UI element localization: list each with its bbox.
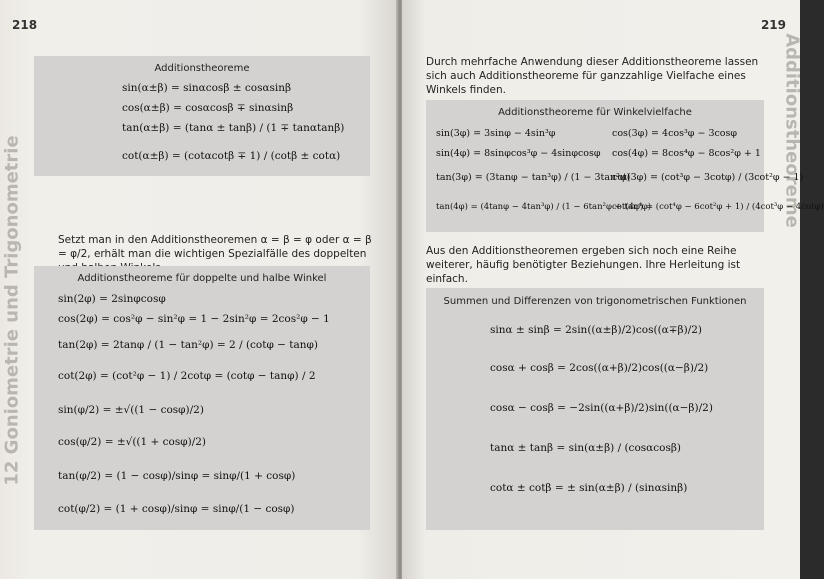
formula: sin(α±β) = sinαcosβ ± cosαsinβ <box>122 82 292 94</box>
formula: tan(α±β) = (tanα ± tanβ) / (1 ∓ tanαtanβ) <box>122 122 345 134</box>
formula: sinα ± sinβ = 2sin((α±β)/2)cos((α∓β)/2) <box>490 324 703 336</box>
formula: tan(2φ) = 2tanφ / (1 − tan²φ) = 2 / (cotφ − tanφ) <box>58 339 318 351</box>
formula: cos(φ/2) = ±√((1 + cosφ)/2) <box>58 436 207 448</box>
formula: cos(2φ) = cos²φ − sin²φ = 1 − 2sin²φ = 2cos²φ − 1 <box>58 313 330 325</box>
left-page <box>0 0 398 579</box>
box-title: Additionstheoreme für Winkelvielfache <box>498 107 692 118</box>
box-title: Additionstheoreme für doppelte und halbe Winkel <box>77 273 327 284</box>
formula: cot(3φ) = (cot³φ − 3cotφ) / (3cot²φ − 1) <box>612 172 804 183</box>
formula: cot(φ/2) = (1 + cosφ)/sinφ = sinφ/(1 − cosφ) <box>58 503 295 515</box>
formula: cot(α±β) = (cotαcotβ ∓ 1) / (cotβ ± cotα) <box>122 150 341 162</box>
formula: cot(2φ) = (cot²φ − 1) / 2cotφ = (cotφ − tanφ) / 2 <box>58 370 316 382</box>
box-title: Summen und Differenzen von trigonometrischen Funktionen <box>443 296 747 307</box>
formula: tan(φ/2) = (1 − cosφ)/sinφ = sinφ/(1 + cosφ) <box>58 470 296 482</box>
formula-box-doppelte-halbe-winkel <box>34 266 370 530</box>
formula: tan(4φ) = (4tanφ − 4tan³φ) / (1 − 6tan²φ + tan⁴φ) <box>436 202 652 212</box>
formula: tanα ± tanβ = sin(α±β) / (cosαcosβ) <box>490 442 681 454</box>
intro-paragraph: Durch mehrfache Anwendung dieser Additionstheoreme lassen sich auch Additionstheoreme für ganzzahlige Vielfache eines Winkels finden. <box>426 56 759 96</box>
formula: sin(2φ) = 2sinφcosφ <box>58 293 166 305</box>
formula: sin(φ/2) = ±√((1 − cosφ)/2) <box>58 404 204 416</box>
paragraph: Setzt man in den Additionstheoremen α = β = φ oder α = β = φ/2, erhält man die wichtigen Spezialfälle des doppelten <box>58 234 372 260</box>
paragraph: Aus den Additionstheoremen ergeben sich noch eine Reihe weiterer, häufig benötigter Beziehungen. Ihre Herleitung ist einfach. <box>426 245 741 285</box>
box-title: Additionstheoreme <box>154 63 250 74</box>
formula: cos(4φ) = 8cos⁴φ − 8cos²φ + 1 <box>612 148 761 159</box>
formula: sin(4φ) = 8sinφcos³φ − 4sinφcosφ <box>436 148 601 159</box>
right-page <box>402 0 824 579</box>
page-number: 218 <box>12 18 38 32</box>
formula: cos(3φ) = 4cos³φ − 3cosφ <box>612 128 738 139</box>
side-chapter-title: 12 Goniometrie und Trigonometrie <box>1 135 23 486</box>
formula: sin(3φ) = 3sinφ − 4sin³φ <box>436 128 556 139</box>
formula-box-summen-differenzen <box>426 288 764 530</box>
page-number: 219 <box>760 18 786 32</box>
formula-box-winkelvielfache <box>426 100 824 232</box>
formula: cos(α±β) = cosαcosβ ∓ sinαsinβ <box>122 102 294 114</box>
side-section-title: Additionstheoreme <box>781 33 803 228</box>
formula: cosα − cosβ = −2sin((α+β)/2)sin((α−β)/2) <box>490 402 713 414</box>
formula-box-additionstheoreme <box>34 56 370 176</box>
formula: cot(4φ) = (cot⁴φ − 6cot²φ + 1) / (4cot³φ − 4cotφ) <box>612 202 824 212</box>
formula: tan(3φ) = (3tanφ − tan³φ) / (1 − 3tan²φ) <box>436 172 631 183</box>
formula: cotα ± cotβ = ± sin(α±β) / (sinαsinβ) <box>490 482 688 494</box>
formula: cosα + cosβ = 2cos((α+β)/2)cos((α−β)/2) <box>490 362 709 374</box>
